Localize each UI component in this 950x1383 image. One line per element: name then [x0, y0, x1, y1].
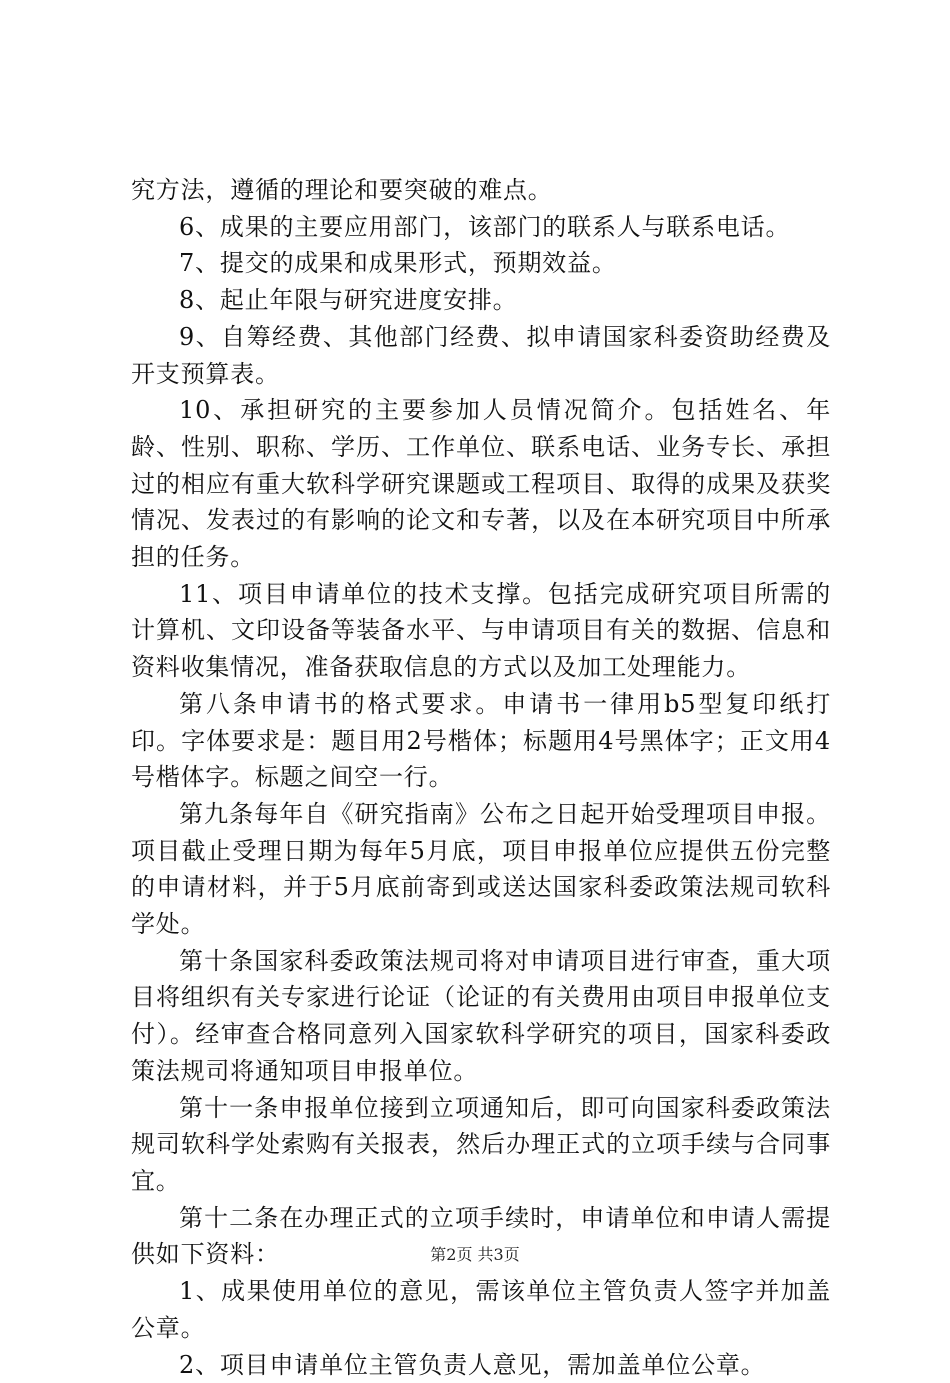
paragraph-material-1: 1、成果使用单位的意见，需该单位主管负责人签字并加盖公章。 — [131, 1273, 831, 1346]
paragraph-article-9: 第九条每年自《研究指南》公布之日起开始受理项目申报。项目截止受理日期为每年5月底，项目申报单位应提供五份完整的申请材料，并于5月底前寄到或送达国家科委政策法规司软科学处。 — [131, 796, 831, 943]
paragraph-article-8: 第八条申请书的格式要求。申请书一律用b5型复印纸打印。字体要求是：题目用2号楷体；标题用4号黑体字；正文用4号楷体字。标题之间空一行。 — [131, 686, 831, 796]
page-number-footer: 第2页 共3页 — [0, 1242, 950, 1265]
paragraph-article-12: 第十二条在办理正式的立项手续时，申请单位和申请人需提供如下资料： — [131, 1200, 831, 1273]
paragraph-item-7: 7、提交的成果和成果形式，预期效益。 — [131, 245, 831, 282]
paragraph-item-11: 11、项目申请单位的技术支撑。包括完成研究项目所需的计算机、文印设备等装备水平、与申请项目有关的数据、信息和资料收集情况，准备获取信息的方式以及加工处理能力。 — [131, 576, 831, 686]
paragraph-material-2: 2、项目申请单位主管负责人意见，需加盖单位公章。 — [131, 1347, 831, 1383]
paragraph-continuation: 究方法，遵循的理论和要突破的难点。 — [131, 172, 831, 209]
paragraph-item-10: 10、承担研究的主要参加人员情况简介。包括姓名、年龄、性别、职称、学历、工作单位、联系电话、业务专长、承担过的相应有重大软科学研究课题或工程项目、取得的成果及获奖情况、发表过的有影响的论文和专著，以及在本研究项目中所承担的任务。 — [131, 392, 831, 576]
paragraph-item-8: 8、起止年限与研究进度安排。 — [131, 282, 831, 319]
paragraph-item-9: 9、自筹经费、其他部门经费、拟申请国家科委资助经费及开支预算表。 — [131, 319, 831, 392]
paragraph-article-10: 第十条国家科委政策法规司将对申请项目进行审查，重大项目将组织有关专家进行论证（论证的有关费用由项目申报单位支付）。经审查合格同意列入国家软科学研究的项目，国家科委政策法规司将通知项目申报单位。 — [131, 943, 831, 1090]
paragraph-article-11: 第十一条申报单位接到立项通知后，即可向国家科委政策法规司软科学处索购有关报表，然后办理正式的立项手续与合同事宜。 — [131, 1090, 831, 1200]
document-body — [131, 172, 831, 1383]
paragraph-item-6: 6、成果的主要应用部门，该部门的联系人与联系电话。 — [131, 209, 831, 246]
